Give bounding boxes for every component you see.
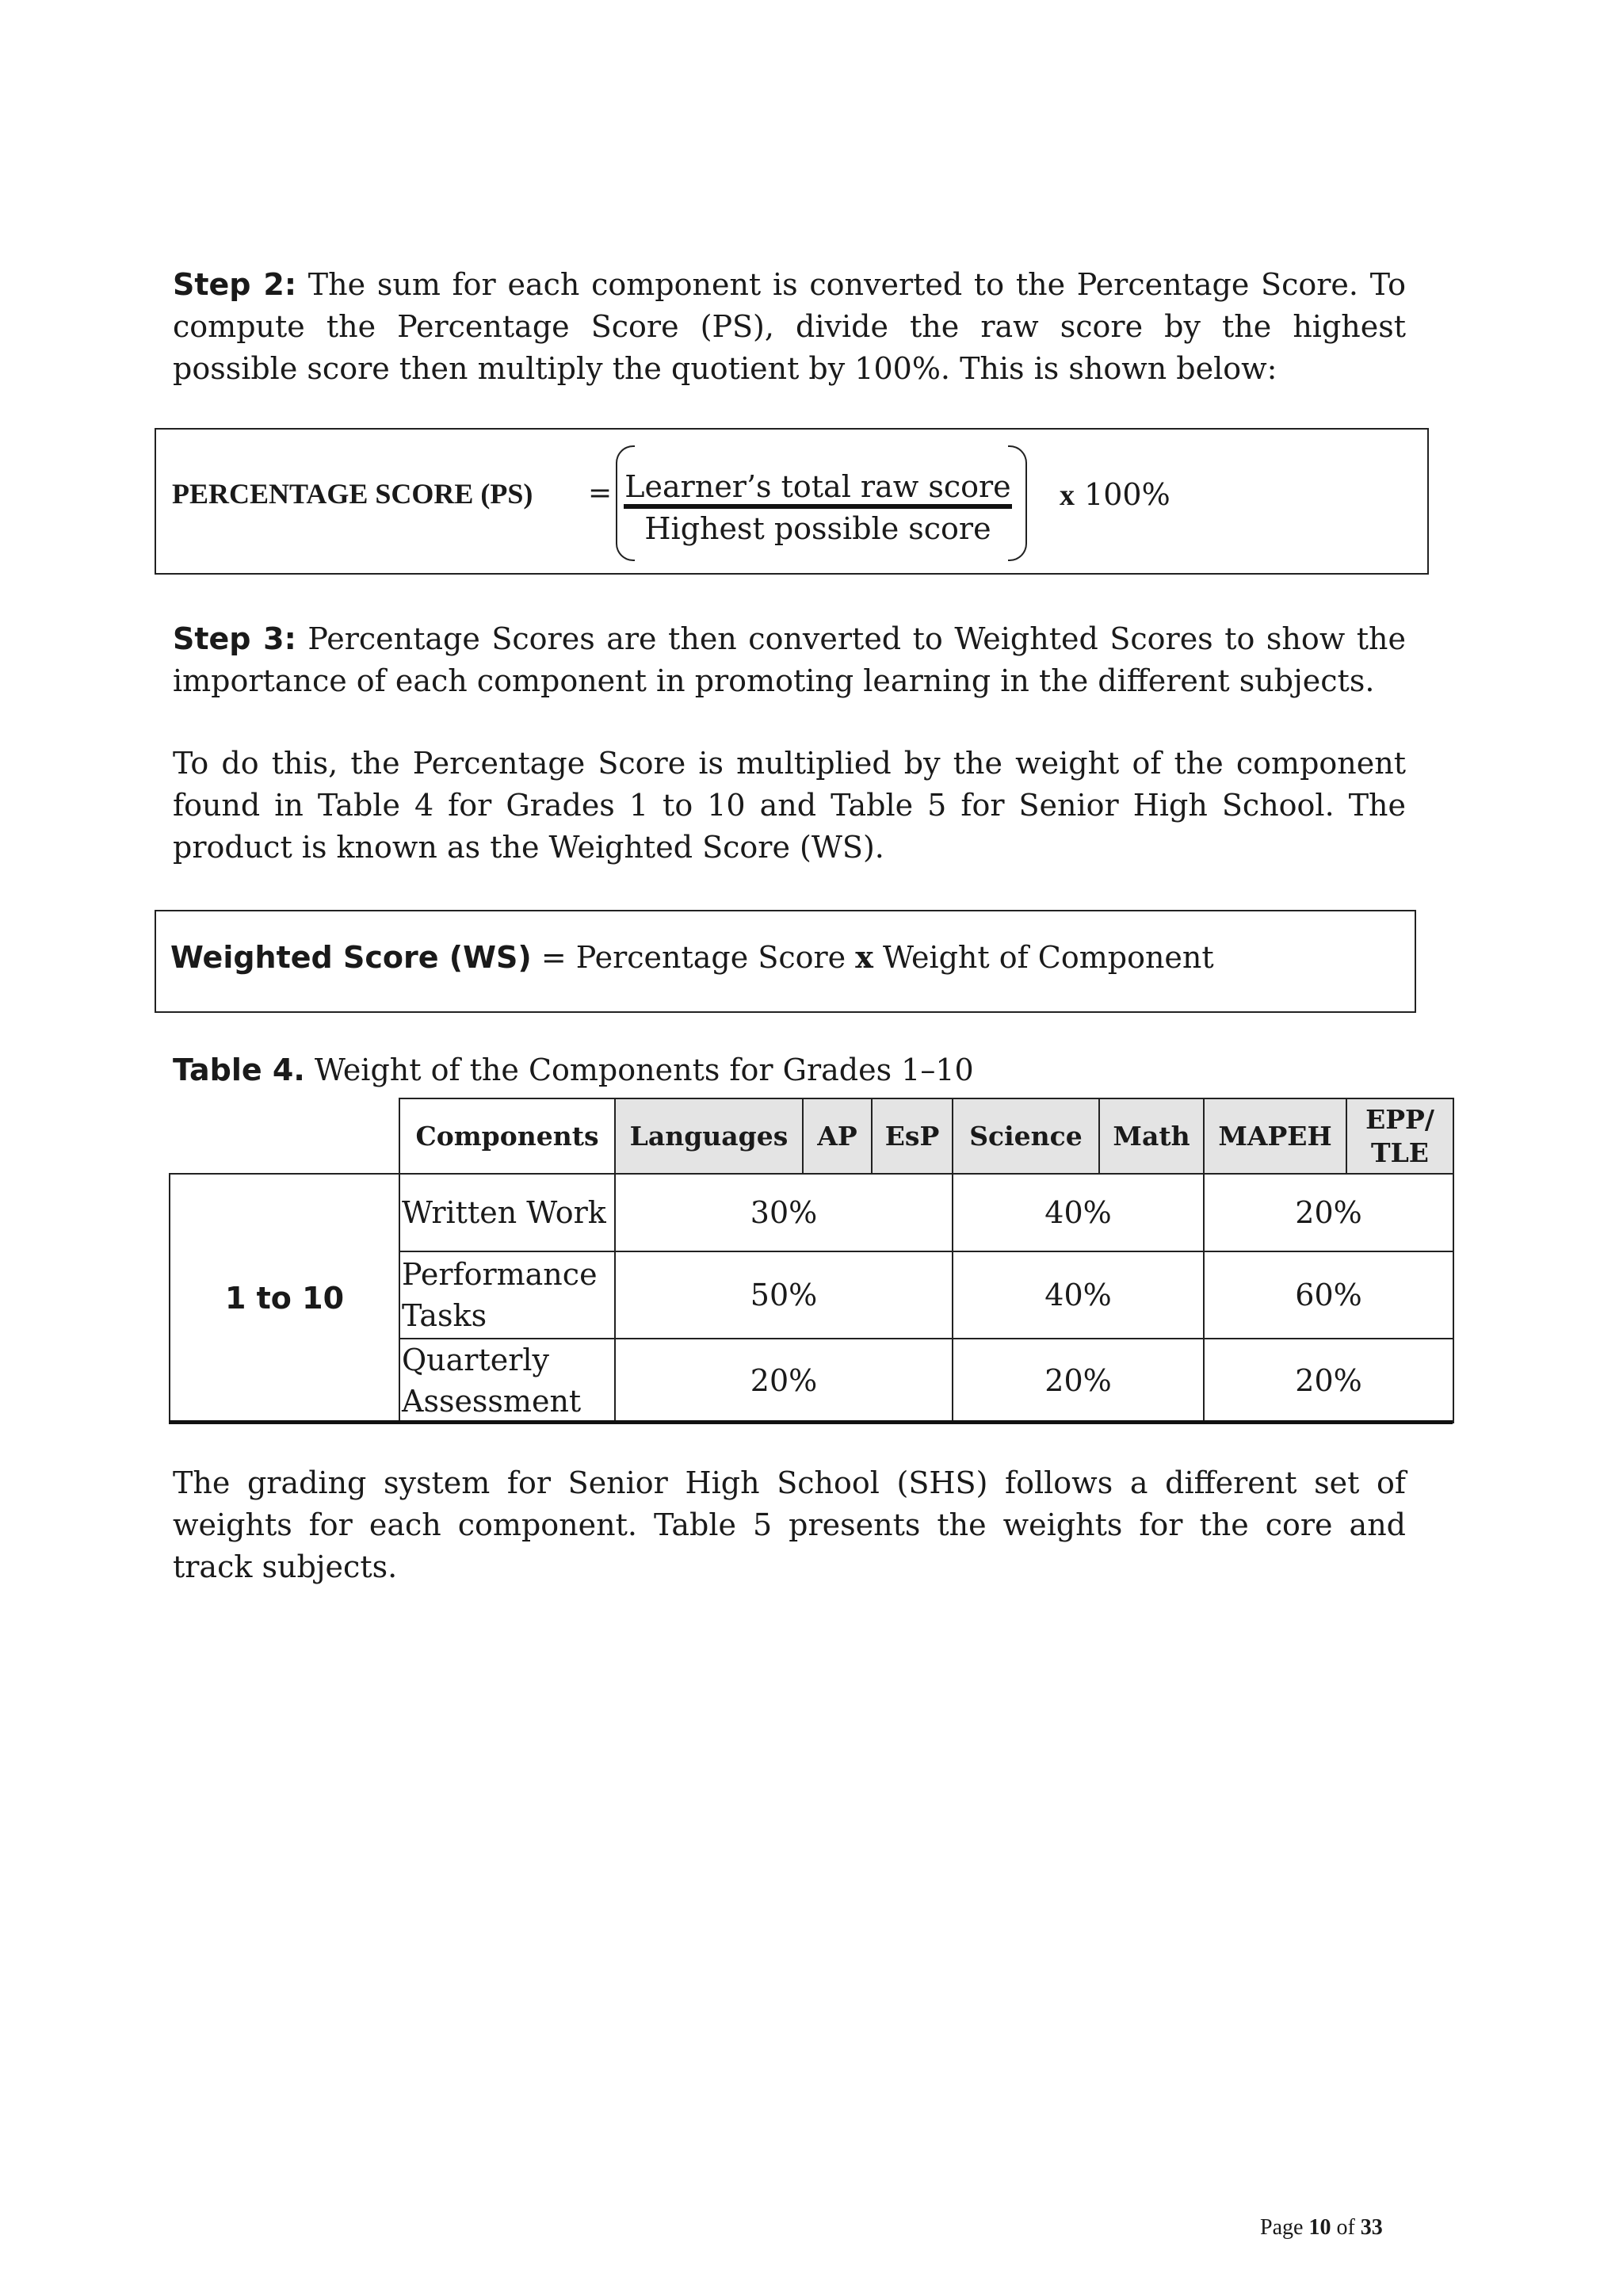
header-epp-tle <box>1346 1098 1453 1174</box>
table4-caption-label: Table 4. <box>173 1052 305 1087</box>
row-component-label: Written Work <box>399 1174 615 1251</box>
footer-of-word: of <box>1336 2215 1355 2240</box>
header-blank-cell <box>170 1098 399 1174</box>
step3-paragraph <box>173 618 1406 702</box>
header-mapeh: MAPEH <box>1204 1098 1346 1174</box>
header-languages: Languages <box>615 1098 803 1174</box>
step2-label: Step 2: <box>173 267 297 302</box>
mapeh-epp-tle-weight: 20% <box>1204 1174 1453 1251</box>
header-ap: AP <box>803 1098 872 1174</box>
header-epp: EPP/ <box>1365 1103 1434 1135</box>
table-row <box>170 1174 1453 1251</box>
weighted-score-label: Weighted Score (WS) <box>170 940 532 975</box>
percent-value: 100% <box>1075 477 1170 512</box>
fraction-numerator: Learner’s total raw score <box>624 469 1012 509</box>
header-esp: EsP <box>872 1098 953 1174</box>
step3-text: Percentage Scores are then converted to Weighted Scores to show the importance of each component in promoting learning in the different subjects. <box>173 621 1407 698</box>
page-footer <box>1260 2215 1383 2241</box>
languages-ap-esp-weight: 50% <box>615 1251 953 1339</box>
ws-rest-2: Weight of Component <box>873 940 1214 975</box>
right-bracket <box>1008 445 1027 561</box>
weighted-score-formula-box <box>155 910 1416 1013</box>
weighted-score-formula <box>170 939 1214 975</box>
equals-sign: = <box>588 477 613 510</box>
languages-ap-esp-weight: 30% <box>615 1174 953 1251</box>
mapeh-epp-tle-weight: 60% <box>1204 1251 1453 1339</box>
percentage-score-formula-box <box>155 428 1429 575</box>
table-bottom-rule <box>169 1420 1453 1424</box>
to-do-paragraph: To do this, the Percentage Score is multiplied by the weight of the component found in Table 4 for Grades 1 to 10 and Table 5 for Senior High School. The product is known as the Weighted Score (WS). <box>173 746 1406 865</box>
header-math: Math <box>1099 1098 1204 1174</box>
shs-paragraph: The grading system for Senior High School (SHS) follows a different set of weights for each component. Table 5 presents the weights for the core and track subjects. <box>173 1465 1406 1584</box>
languages-ap-esp-weight: 20% <box>615 1339 953 1423</box>
times-sign: x <box>1060 479 1075 512</box>
science-math-weight: 40% <box>953 1251 1204 1339</box>
header-tle: TLE <box>1371 1137 1429 1168</box>
table4 <box>169 1098 1454 1423</box>
header-science: Science <box>953 1098 1099 1174</box>
footer-total-pages: 33 <box>1360 2215 1383 2240</box>
grade-range-cell: 1 to 10 <box>170 1174 399 1423</box>
step2-paragraph <box>173 264 1406 390</box>
footer-page-number: 10 <box>1308 2215 1331 2240</box>
ws-rest-1: = Percentage Score <box>531 940 856 975</box>
step3-label: Step 3: <box>173 621 296 656</box>
percentage-score-label: PERCENTAGE SCORE (PS) <box>172 478 533 510</box>
row-component-label: Quarterly Assessment <box>399 1339 615 1423</box>
fraction-denominator: Highest possible score <box>644 511 991 546</box>
footer-page-word: Page <box>1260 2215 1304 2240</box>
fraction <box>624 469 1012 548</box>
step2-text: The sum for each component is converted to the Percentage Score. To compute the Percentage Score (PS), divide the raw score by the highest possible score then multiply the quotient by 100%. This is shown below: <box>173 267 1406 386</box>
science-math-weight: 40% <box>953 1174 1204 1251</box>
ws-times-sign: x <box>855 939 873 975</box>
table4-header-row <box>170 1098 1453 1174</box>
row-component-label: Performance Tasks <box>399 1251 615 1339</box>
table4-caption <box>173 1052 974 1087</box>
mapeh-epp-tle-weight: 20% <box>1204 1339 1453 1423</box>
science-math-weight: 20% <box>953 1339 1204 1423</box>
header-components: Components <box>399 1098 615 1174</box>
table4-caption-text: Weight of the Components for Grades 1–10 <box>304 1052 974 1087</box>
multiply-100-percent <box>1060 477 1170 513</box>
